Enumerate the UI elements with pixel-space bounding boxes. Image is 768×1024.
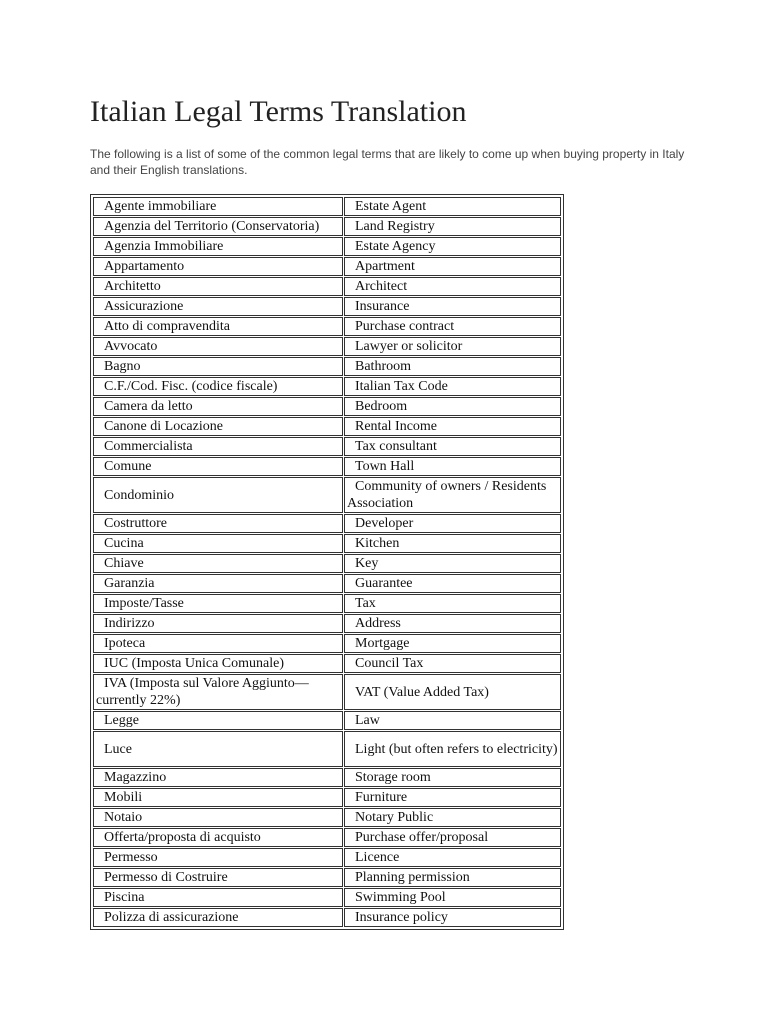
table-row	[93, 808, 561, 827]
italian-term-cell: Permesso di Costruire	[93, 868, 343, 887]
table-row	[93, 594, 561, 613]
table-row	[93, 868, 561, 887]
italian-term-cell: Luce	[93, 731, 343, 767]
table-row	[93, 197, 561, 216]
table-row	[93, 711, 561, 730]
english-translation-cell: Key	[344, 554, 561, 573]
italian-term-cell: Avvocato	[93, 337, 343, 356]
italian-term-cell: Camera da letto	[93, 397, 343, 416]
english-translation-cell: Developer	[344, 514, 561, 533]
italian-term-cell: Canone di Locazione	[93, 417, 343, 436]
italian-term-cell: Appartamento	[93, 257, 343, 276]
terms-table-frame	[90, 194, 564, 930]
page-title: Italian Legal Terms Translation	[90, 95, 467, 128]
italian-term-cell: Costruttore	[93, 514, 343, 533]
italian-term-cell: Bagno	[93, 357, 343, 376]
italian-term-cell: Polizza di assicurazione	[93, 908, 343, 927]
table-row	[93, 217, 561, 236]
english-translation-cell: Lawyer or solicitor	[344, 337, 561, 356]
table-row	[93, 731, 561, 767]
table-row	[93, 848, 561, 867]
english-translation-cell: Rental Income	[344, 417, 561, 436]
english-translation-cell: Tax consultant	[344, 437, 561, 456]
italian-term-cell: Comune	[93, 457, 343, 476]
italian-term-cell: Condominio	[93, 477, 343, 513]
english-translation-cell: Light (but often refers to electricity)	[344, 731, 561, 767]
table-row	[93, 237, 561, 256]
english-translation-cell: Address	[344, 614, 561, 633]
english-translation-cell: Estate Agent	[344, 197, 561, 216]
table-row	[93, 654, 561, 673]
table-row	[93, 768, 561, 787]
italian-term-cell: Atto di compravendita	[93, 317, 343, 336]
italian-term-cell: Cucina	[93, 534, 343, 553]
table-row	[93, 477, 561, 513]
italian-term-cell: Piscina	[93, 888, 343, 907]
english-translation-cell: Guarantee	[344, 574, 561, 593]
italian-term-cell: Mobili	[93, 788, 343, 807]
english-translation-cell: Storage room	[344, 768, 561, 787]
english-translation-cell: Bathroom	[344, 357, 561, 376]
table-row	[93, 888, 561, 907]
table-row	[93, 554, 561, 573]
table-row	[93, 788, 561, 807]
italian-term-cell: Commercialista	[93, 437, 343, 456]
english-translation-cell: Insurance	[344, 297, 561, 316]
intro-paragraph: The following is a list of some of the common legal terms that are likely to come up when buying property in Italy and their English translations.	[90, 147, 685, 177]
italian-term-cell: Ipoteca	[93, 634, 343, 653]
english-translation-cell: Purchase contract	[344, 317, 561, 336]
italian-term-cell: Offerta/proposta di acquisto	[93, 828, 343, 847]
table-row	[93, 397, 561, 416]
table-row	[93, 277, 561, 296]
italian-term-cell: C.F./Cod. Fisc. (codice fiscale)	[93, 377, 343, 396]
english-translation-cell: Mortgage	[344, 634, 561, 653]
italian-term-cell: Notaio	[93, 808, 343, 827]
english-translation-cell: Italian Tax Code	[344, 377, 561, 396]
table-row	[93, 674, 561, 710]
english-translation-cell: VAT (Value Added Tax)	[344, 674, 561, 710]
table-row	[93, 357, 561, 376]
english-translation-cell: Community of owners / Residents Association	[344, 477, 561, 513]
italian-term-cell: Magazzino	[93, 768, 343, 787]
english-translation-cell: Apartment	[344, 257, 561, 276]
italian-term-cell: Agenzia del Territorio (Conservatoria)	[93, 217, 343, 236]
table-row	[93, 317, 561, 336]
table-row	[93, 377, 561, 396]
table-row	[93, 417, 561, 436]
english-translation-cell: Notary Public	[344, 808, 561, 827]
table-row	[93, 257, 561, 276]
italian-term-cell: Architetto	[93, 277, 343, 296]
english-translation-cell: Tax	[344, 594, 561, 613]
italian-term-cell: Agenzia Immobiliare	[93, 237, 343, 256]
table-row	[93, 574, 561, 593]
table-row	[93, 457, 561, 476]
table-row	[93, 614, 561, 633]
italian-term-cell: Agente immobiliare	[93, 197, 343, 216]
terms-table	[92, 196, 562, 928]
table-row	[93, 514, 561, 533]
table-row	[93, 297, 561, 316]
english-translation-cell: Furniture	[344, 788, 561, 807]
english-translation-cell: Insurance policy	[344, 908, 561, 927]
english-translation-cell: Architect	[344, 277, 561, 296]
italian-term-cell: Imposte/Tasse	[93, 594, 343, 613]
english-translation-cell: Town Hall	[344, 457, 561, 476]
english-translation-cell: Council Tax	[344, 654, 561, 673]
italian-term-cell: IVA (Imposta sul Valore Aggiunto—currently 22%)	[93, 674, 343, 710]
italian-term-cell: Chiave	[93, 554, 343, 573]
table-row	[93, 534, 561, 553]
english-translation-cell: Land Registry	[344, 217, 561, 236]
english-translation-cell: Bedroom	[344, 397, 561, 416]
table-row	[93, 634, 561, 653]
english-translation-cell: Purchase offer/proposal	[344, 828, 561, 847]
italian-term-cell: Permesso	[93, 848, 343, 867]
table-row	[93, 908, 561, 927]
english-translation-cell: Planning permission	[344, 868, 561, 887]
italian-term-cell: Assicurazione	[93, 297, 343, 316]
table-row	[93, 337, 561, 356]
italian-term-cell: Legge	[93, 711, 343, 730]
table-row	[93, 828, 561, 847]
italian-term-cell: Garanzia	[93, 574, 343, 593]
english-translation-cell: Estate Agency	[344, 237, 561, 256]
italian-term-cell: IUC (Imposta Unica Comunale)	[93, 654, 343, 673]
terms-table-body	[93, 197, 561, 927]
english-translation-cell: Licence	[344, 848, 561, 867]
italian-term-cell: Indirizzo	[93, 614, 343, 633]
table-row	[93, 437, 561, 456]
english-translation-cell: Swimming Pool	[344, 888, 561, 907]
english-translation-cell: Kitchen	[344, 534, 561, 553]
english-translation-cell: Law	[344, 711, 561, 730]
